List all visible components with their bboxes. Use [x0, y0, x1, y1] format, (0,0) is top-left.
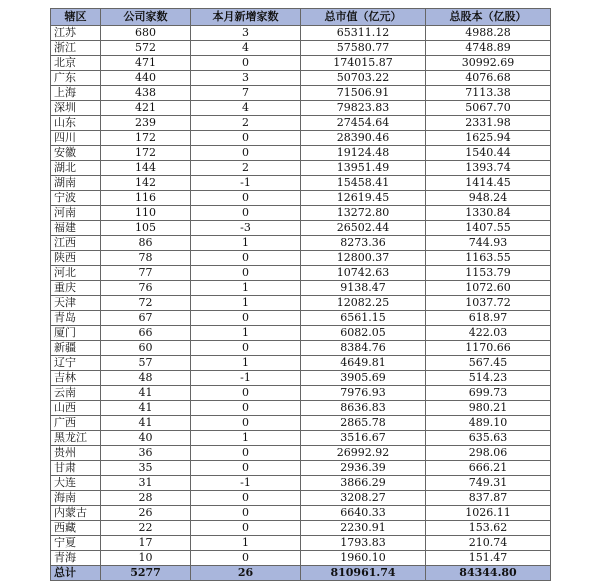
- value-cell: 1170.66: [426, 341, 551, 356]
- value-cell: 6640.33: [301, 506, 426, 521]
- table-header: [51, 9, 551, 26]
- region-cell: 陕西: [51, 251, 101, 266]
- value-cell: 8273.36: [301, 236, 426, 251]
- value-cell: 489.10: [426, 416, 551, 431]
- value-cell: 12082.25: [301, 296, 426, 311]
- value-cell: 12619.45: [301, 191, 426, 206]
- total-value: 84344.80: [426, 566, 551, 581]
- value-cell: 1026.11: [426, 506, 551, 521]
- value-cell: 980.21: [426, 401, 551, 416]
- value-cell: 0: [191, 521, 301, 536]
- value-cell: 0: [191, 191, 301, 206]
- column-header: 总股本（亿股）: [426, 9, 551, 26]
- value-cell: 57: [101, 356, 191, 371]
- value-cell: 0: [191, 56, 301, 71]
- value-cell: 1: [191, 356, 301, 371]
- region-cell: 贵州: [51, 446, 101, 461]
- value-cell: 110: [101, 206, 191, 221]
- column-header: 总市值（亿元）: [301, 9, 426, 26]
- table-row: [51, 311, 551, 326]
- value-cell: 76: [101, 281, 191, 296]
- region-cell: 辽宁: [51, 356, 101, 371]
- value-cell: 57580.77: [301, 41, 426, 56]
- value-cell: 8384.76: [301, 341, 426, 356]
- table-row: [51, 431, 551, 446]
- value-cell: 6082.05: [301, 326, 426, 341]
- value-cell: 0: [191, 341, 301, 356]
- value-cell: 422.03: [426, 326, 551, 341]
- table-row: [51, 71, 551, 86]
- table-row: [51, 251, 551, 266]
- value-cell: 2936.39: [301, 461, 426, 476]
- value-cell: 210.74: [426, 536, 551, 551]
- region-cell: 江西: [51, 236, 101, 251]
- region-cell: 甘肃: [51, 461, 101, 476]
- value-cell: 1: [191, 296, 301, 311]
- value-cell: 4076.68: [426, 71, 551, 86]
- table-row: [51, 491, 551, 506]
- value-cell: 666.21: [426, 461, 551, 476]
- region-cell: 山西: [51, 401, 101, 416]
- value-cell: 78: [101, 251, 191, 266]
- value-cell: 1414.45: [426, 176, 551, 191]
- value-cell: -1: [191, 176, 301, 191]
- value-cell: 71506.91: [301, 86, 426, 101]
- table-row: [51, 551, 551, 566]
- region-stats-table: [50, 8, 551, 581]
- value-cell: 26502.44: [301, 221, 426, 236]
- value-cell: 699.73: [426, 386, 551, 401]
- value-cell: 0: [191, 266, 301, 281]
- value-cell: 3: [191, 71, 301, 86]
- value-cell: 635.63: [426, 431, 551, 446]
- table-row: [51, 191, 551, 206]
- region-cell: 青岛: [51, 311, 101, 326]
- value-cell: 4: [191, 101, 301, 116]
- table-row: [51, 266, 551, 281]
- header-row: [51, 9, 551, 26]
- value-cell: 1153.79: [426, 266, 551, 281]
- table-row: [51, 281, 551, 296]
- region-cell: 云南: [51, 386, 101, 401]
- table-row: [51, 521, 551, 536]
- region-cell: 黑龙江: [51, 431, 101, 446]
- value-cell: 567.45: [426, 356, 551, 371]
- table-row: [51, 401, 551, 416]
- value-cell: 66: [101, 326, 191, 341]
- column-header: 本月新增家数: [191, 9, 301, 26]
- value-cell: 41: [101, 401, 191, 416]
- region-cell: 宁波: [51, 191, 101, 206]
- region-cell: 海南: [51, 491, 101, 506]
- region-cell: 浙江: [51, 41, 101, 56]
- value-cell: 3866.29: [301, 476, 426, 491]
- region-cell: 河南: [51, 206, 101, 221]
- value-cell: 50703.22: [301, 71, 426, 86]
- region-cell: 湖北: [51, 161, 101, 176]
- table-row: [51, 146, 551, 161]
- value-cell: 1: [191, 326, 301, 341]
- value-cell: 41: [101, 386, 191, 401]
- table-row: [51, 56, 551, 71]
- table-row: [51, 476, 551, 491]
- value-cell: 35: [101, 461, 191, 476]
- table-row: [51, 341, 551, 356]
- region-cell: 重庆: [51, 281, 101, 296]
- value-cell: 7976.93: [301, 386, 426, 401]
- value-cell: 2865.78: [301, 416, 426, 431]
- value-cell: 3905.69: [301, 371, 426, 386]
- table-row: [51, 446, 551, 461]
- value-cell: 1625.94: [426, 131, 551, 146]
- region-cell: 广东: [51, 71, 101, 86]
- value-cell: 60: [101, 341, 191, 356]
- table-row: [51, 236, 551, 251]
- value-cell: 0: [191, 146, 301, 161]
- value-cell: 618.97: [426, 311, 551, 326]
- table-row: [51, 86, 551, 101]
- table-row: [51, 131, 551, 146]
- value-cell: 2331.98: [426, 116, 551, 131]
- value-cell: 7113.38: [426, 86, 551, 101]
- value-cell: 31: [101, 476, 191, 491]
- value-cell: 72: [101, 296, 191, 311]
- value-cell: 2230.91: [301, 521, 426, 536]
- column-header: 辖区: [51, 9, 101, 26]
- value-cell: 144: [101, 161, 191, 176]
- value-cell: 26992.92: [301, 446, 426, 461]
- value-cell: 948.24: [426, 191, 551, 206]
- value-cell: 440: [101, 71, 191, 86]
- value-cell: 65311.12: [301, 26, 426, 41]
- region-cell: 深圳: [51, 101, 101, 116]
- value-cell: 0: [191, 206, 301, 221]
- region-cell: 大连: [51, 476, 101, 491]
- table-row: [51, 326, 551, 341]
- value-cell: 2: [191, 116, 301, 131]
- region-cell: 江苏: [51, 26, 101, 41]
- value-cell: 28: [101, 491, 191, 506]
- region-cell: 西藏: [51, 521, 101, 536]
- value-cell: 9138.47: [301, 281, 426, 296]
- table-row: [51, 536, 551, 551]
- table-row: [51, 371, 551, 386]
- value-cell: 3: [191, 26, 301, 41]
- region-cell: 新疆: [51, 341, 101, 356]
- region-cell: 河北: [51, 266, 101, 281]
- table-row: [51, 416, 551, 431]
- value-cell: 172: [101, 146, 191, 161]
- value-cell: 79823.83: [301, 101, 426, 116]
- value-cell: 298.06: [426, 446, 551, 461]
- value-cell: 1407.55: [426, 221, 551, 236]
- value-cell: 26: [101, 506, 191, 521]
- value-cell: 1: [191, 281, 301, 296]
- value-cell: 0: [191, 386, 301, 401]
- value-cell: 1540.44: [426, 146, 551, 161]
- region-cell: 广西: [51, 416, 101, 431]
- value-cell: 5067.70: [426, 101, 551, 116]
- value-cell: 13951.49: [301, 161, 426, 176]
- column-header: 公司家数: [101, 9, 191, 26]
- region-cell: 青海: [51, 551, 101, 566]
- value-cell: 3516.67: [301, 431, 426, 446]
- value-cell: 36: [101, 446, 191, 461]
- value-cell: 22: [101, 521, 191, 536]
- value-cell: 142: [101, 176, 191, 191]
- value-cell: 4: [191, 41, 301, 56]
- value-cell: 1330.84: [426, 206, 551, 221]
- value-cell: 421: [101, 101, 191, 116]
- value-cell: 471: [101, 56, 191, 71]
- region-cell: 内蒙古: [51, 506, 101, 521]
- value-cell: -3: [191, 221, 301, 236]
- value-cell: 744.93: [426, 236, 551, 251]
- table-row: [51, 296, 551, 311]
- value-cell: 41: [101, 416, 191, 431]
- value-cell: 172: [101, 131, 191, 146]
- region-cell: 北京: [51, 56, 101, 71]
- value-cell: 4748.89: [426, 41, 551, 56]
- value-cell: 174015.87: [301, 56, 426, 71]
- value-cell: 514.23: [426, 371, 551, 386]
- value-cell: 1393.74: [426, 161, 551, 176]
- value-cell: 0: [191, 551, 301, 566]
- value-cell: 438: [101, 86, 191, 101]
- value-cell: 2: [191, 161, 301, 176]
- value-cell: 1072.60: [426, 281, 551, 296]
- value-cell: 17: [101, 536, 191, 551]
- value-cell: 8636.83: [301, 401, 426, 416]
- value-cell: 15458.41: [301, 176, 426, 191]
- total-label: 总计: [51, 566, 101, 581]
- table-row: [51, 506, 551, 521]
- value-cell: 30992.69: [426, 56, 551, 71]
- value-cell: 4649.81: [301, 356, 426, 371]
- table-row: [51, 356, 551, 371]
- value-cell: 572: [101, 41, 191, 56]
- table-row: [51, 221, 551, 236]
- value-cell: 1: [191, 536, 301, 551]
- table-row: [51, 161, 551, 176]
- value-cell: 6561.15: [301, 311, 426, 326]
- table-row: [51, 101, 551, 116]
- value-cell: 1: [191, 236, 301, 251]
- value-cell: 0: [191, 251, 301, 266]
- table-row: [51, 41, 551, 56]
- region-cell: 山东: [51, 116, 101, 131]
- value-cell: 48: [101, 371, 191, 386]
- value-cell: 0: [191, 311, 301, 326]
- value-cell: 153.62: [426, 521, 551, 536]
- region-cell: 安徽: [51, 146, 101, 161]
- value-cell: 105: [101, 221, 191, 236]
- region-cell: 吉林: [51, 371, 101, 386]
- table-body: [51, 26, 551, 566]
- value-cell: 1793.83: [301, 536, 426, 551]
- total-row: [51, 566, 551, 581]
- value-cell: 1163.55: [426, 251, 551, 266]
- value-cell: 77: [101, 266, 191, 281]
- table-row: [51, 206, 551, 221]
- value-cell: 0: [191, 446, 301, 461]
- value-cell: 10742.63: [301, 266, 426, 281]
- total-value: 26: [191, 566, 301, 581]
- value-cell: 86: [101, 236, 191, 251]
- value-cell: 19124.48: [301, 146, 426, 161]
- region-cell: 四川: [51, 131, 101, 146]
- value-cell: 13272.80: [301, 206, 426, 221]
- table-footer: [51, 566, 551, 581]
- value-cell: 0: [191, 401, 301, 416]
- value-cell: 0: [191, 461, 301, 476]
- value-cell: 1037.72: [426, 296, 551, 311]
- value-cell: 10: [101, 551, 191, 566]
- region-cell: 宁夏: [51, 536, 101, 551]
- value-cell: 116: [101, 191, 191, 206]
- value-cell: -1: [191, 476, 301, 491]
- value-cell: 40: [101, 431, 191, 446]
- region-cell: 上海: [51, 86, 101, 101]
- region-cell: 厦门: [51, 326, 101, 341]
- total-value: 810961.74: [301, 566, 426, 581]
- region-cell: 福建: [51, 221, 101, 236]
- value-cell: 27454.64: [301, 116, 426, 131]
- region-cell: 湖南: [51, 176, 101, 191]
- value-cell: 4988.28: [426, 26, 551, 41]
- value-cell: 7: [191, 86, 301, 101]
- value-cell: 3208.27: [301, 491, 426, 506]
- value-cell: 837.87: [426, 491, 551, 506]
- value-cell: 28390.46: [301, 131, 426, 146]
- value-cell: 1: [191, 431, 301, 446]
- table-row: [51, 116, 551, 131]
- value-cell: 239: [101, 116, 191, 131]
- value-cell: 0: [191, 506, 301, 521]
- table-row: [51, 26, 551, 41]
- table-row: [51, 176, 551, 191]
- value-cell: 0: [191, 491, 301, 506]
- value-cell: 749.31: [426, 476, 551, 491]
- value-cell: 1960.10: [301, 551, 426, 566]
- value-cell: -1: [191, 371, 301, 386]
- value-cell: 0: [191, 131, 301, 146]
- value-cell: 151.47: [426, 551, 551, 566]
- value-cell: 12800.37: [301, 251, 426, 266]
- total-value: 5277: [101, 566, 191, 581]
- value-cell: 0: [191, 416, 301, 431]
- value-cell: 680: [101, 26, 191, 41]
- value-cell: 67: [101, 311, 191, 326]
- table-row: [51, 386, 551, 401]
- region-cell: 天津: [51, 296, 101, 311]
- table-row: [51, 461, 551, 476]
